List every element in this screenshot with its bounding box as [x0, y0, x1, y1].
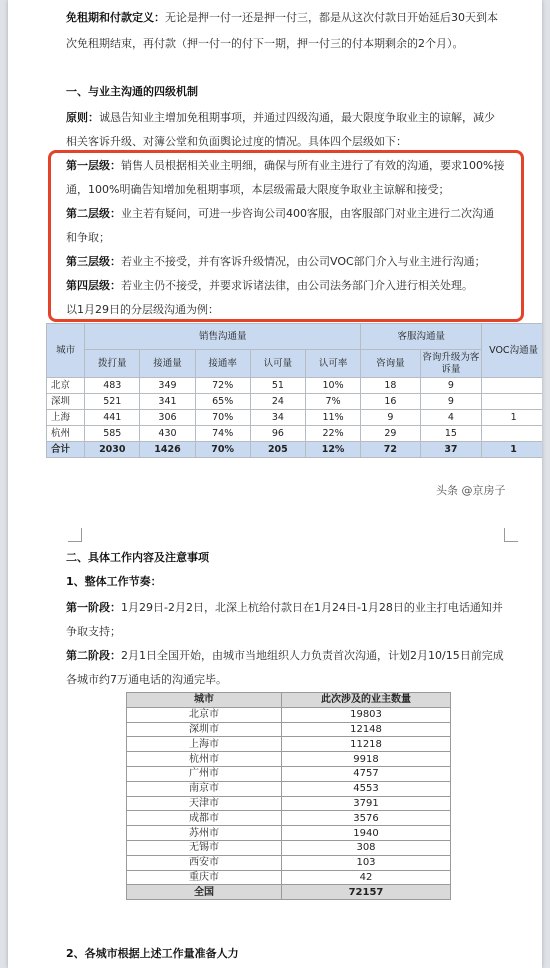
row-count: 9918 [282, 752, 451, 767]
row-count: 11218 [282, 737, 451, 752]
total-row [47, 442, 543, 458]
level3-text-1: 若业主不接受，并有客诉升级情况，由公司VOC部门介入与业主进行沟通； [121, 255, 486, 268]
level4-bold: 第四层级： [66, 279, 121, 292]
total-count: 72157 [282, 885, 451, 900]
section1-heading: 一、与业主沟通的四级机制 [66, 85, 198, 98]
table-row [127, 811, 451, 826]
row-city: 西安市 [127, 855, 282, 870]
cell: 12% [305, 442, 360, 458]
section2-heading: 二、具体工作内容及注意事项 [66, 551, 209, 564]
level4-line-1 [66, 274, 520, 298]
table-row [127, 707, 451, 722]
cell [482, 378, 542, 394]
cell: 205 [250, 442, 305, 458]
level1-bold: 第一层级： [66, 159, 121, 172]
row-city: 苏州市 [127, 826, 282, 841]
cell: 585 [85, 426, 140, 442]
table-row [127, 870, 451, 885]
table-row [127, 722, 451, 737]
cell: 37 [420, 442, 482, 458]
cell: 74% [195, 426, 250, 442]
cell: 9 [361, 410, 420, 426]
owner-count-table [126, 692, 451, 900]
row-city: 无锡市 [127, 840, 282, 855]
row-city: 广州市 [127, 766, 282, 781]
cell: 7% [305, 394, 360, 410]
communication-table [46, 323, 542, 458]
row-count: 19803 [282, 707, 451, 722]
cell: 1 [482, 410, 542, 426]
level3-line-1 [66, 250, 520, 274]
intro-line-1 [66, 6, 520, 30]
level2-line-2: 和争取； [66, 231, 110, 244]
row-count: 3576 [282, 811, 451, 826]
intro-text-1: 无论是押一付一还是押一付三，都是从这次付款日开始延后30天到本 [165, 11, 498, 24]
level2-bold: 第二层级： [66, 207, 121, 220]
example-caption: 以1月29日的分层级沟通为例： [66, 303, 219, 316]
row-city: 北京市 [127, 707, 282, 722]
level3-bold: 第三层级： [66, 255, 121, 268]
principle-text-1: 诚恳告知业主增加免租期事项，并通过四级沟通，最大限度争取业主的谅解，减少 [99, 111, 495, 124]
row-city: 上海 [47, 410, 85, 426]
row-city: 天津市 [127, 796, 282, 811]
table-row [127, 855, 451, 870]
cell [482, 426, 542, 442]
row-city: 深圳 [47, 394, 85, 410]
cell: 430 [140, 426, 195, 442]
cell: 341 [140, 394, 195, 410]
cell: 11% [305, 410, 360, 426]
cell: 441 [85, 410, 140, 426]
level2-text-1: 业主若有疑问，可进一步咨询公司400客服，由客服部门对业主进行二次沟通 [121, 207, 494, 220]
cell: 34 [250, 410, 305, 426]
col-connect-rate: 接通率 [195, 350, 250, 378]
table-row [127, 752, 451, 767]
cell: 29 [361, 426, 420, 442]
document-page [8, 0, 542, 968]
cell: 51 [250, 378, 305, 394]
source-watermark: 头条 @京房子 [436, 484, 506, 497]
table-row [127, 737, 451, 752]
cell: 22% [305, 426, 360, 442]
col-accepted: 认可量 [250, 350, 305, 378]
table-row [127, 826, 451, 841]
cell: 18 [361, 378, 420, 394]
col-city: 城市 [127, 693, 282, 708]
cell: 1 [482, 442, 542, 458]
cell: 1426 [140, 442, 195, 458]
phase2-text-1: 2月1日全国开始，由城市当地组织人力负责首次沟通，计划2月10/15日前完成 [121, 649, 504, 662]
row-city: 北京 [47, 378, 85, 394]
rhythm-subheading: 1、整体工作节奏： [66, 575, 162, 588]
row-count: 308 [282, 840, 451, 855]
cell: 306 [140, 410, 195, 426]
row-count: 1940 [282, 826, 451, 841]
row-city: 重庆市 [127, 870, 282, 885]
table-row [127, 840, 451, 855]
cell: 96 [250, 426, 305, 442]
cell: 9 [420, 378, 482, 394]
cell: 10% [305, 378, 360, 394]
cell: 16 [361, 394, 420, 410]
level1-line-1 [66, 154, 520, 178]
phase1-line-2: 争取支持； [66, 625, 121, 638]
phase2-line-2: 各城市约7万通电话的沟通完毕。 [66, 673, 227, 686]
phase1-line-1 [66, 596, 520, 620]
group-sales: 销售沟通量 [85, 324, 361, 350]
col-escalated: 咨询升级为客诉量 [420, 350, 482, 378]
cell: 24 [250, 394, 305, 410]
cell: 2030 [85, 442, 140, 458]
table-row [127, 781, 451, 796]
cell: 65% [195, 394, 250, 410]
cell [482, 394, 542, 410]
page-corner-mark-left [68, 528, 82, 542]
row-count: 12148 [282, 722, 451, 737]
group-service: 客服沟通量 [361, 324, 482, 350]
col-inquiries: 咨询量 [361, 350, 420, 378]
cell: 72% [195, 378, 250, 394]
page-corner-mark-right [504, 528, 518, 542]
table-row [47, 394, 543, 410]
row-city: 成都市 [127, 811, 282, 826]
intro-bold: 免租期和付款定义： [66, 11, 165, 24]
row-city: 杭州 [47, 426, 85, 442]
principle-line-2: 相关客诉升级、对簿公堂和负面舆论过度的情况。具体四个层级如下： [66, 135, 407, 148]
cell: 15 [420, 426, 482, 442]
phase1-bold: 第一阶段： [66, 601, 121, 614]
level2-line-1 [66, 202, 520, 226]
cell: 349 [140, 378, 195, 394]
row-count: 42 [282, 870, 451, 885]
col-city: 城市 [47, 324, 85, 378]
cell: 70% [195, 410, 250, 426]
cell: 521 [85, 394, 140, 410]
total-label: 合计 [47, 442, 85, 458]
col-voc: VOC沟通量 [482, 324, 542, 378]
table-row [127, 766, 451, 781]
phase2-line-1 [66, 644, 520, 668]
total-row [127, 885, 451, 900]
row-city: 南京市 [127, 781, 282, 796]
col-owner-count: 此次涉及的业主数量 [282, 693, 451, 708]
row-city: 上海市 [127, 737, 282, 752]
table-row [127, 796, 451, 811]
phase1-text-1: 1月29日-2月2日，北深上杭给付款日在1月24日-1月28日的业主打电话通知并 [121, 601, 503, 614]
total-label: 全国 [127, 885, 282, 900]
row-count: 103 [282, 855, 451, 870]
cell: 70% [195, 442, 250, 458]
principle-bold: 原则： [66, 111, 99, 124]
col-accept-rate: 认可率 [305, 350, 360, 378]
cell: 4 [420, 410, 482, 426]
cell: 483 [85, 378, 140, 394]
col-connected: 接通量 [140, 350, 195, 378]
intro-line-2: 次免租期结束，再付款（押一付一的付下一期，押一付三的付本期剩余的2个月）。 [66, 37, 464, 50]
level1-line-2: 通，100%明确告知增加免租期事项，本层级需最大限度争取业主谅解和接受； [66, 183, 450, 196]
level1-text-1: 销售人员根据相关业主明细，确保与所有业主进行了有效的沟通，要求100%接 [121, 159, 505, 172]
row-city: 深圳市 [127, 722, 282, 737]
principle-line-1 [66, 106, 520, 130]
cell: 72 [361, 442, 420, 458]
phase2-bold: 第二阶段： [66, 649, 121, 662]
row-city: 杭州市 [127, 752, 282, 767]
level4-text-1: 若业主仍不接受，并要求诉诸法律，由公司法务部门介入进行相关处理。 [121, 279, 473, 292]
staffing-subheading: 2、各城市根据上述工作量准备人力 [66, 947, 239, 960]
row-count: 3791 [282, 796, 451, 811]
row-count: 4553 [282, 781, 451, 796]
table-row [47, 410, 543, 426]
row-count: 4757 [282, 766, 451, 781]
col-dialed: 拨打量 [85, 350, 140, 378]
table-row [47, 426, 543, 442]
table-row [47, 378, 543, 394]
cell: 9 [420, 394, 482, 410]
